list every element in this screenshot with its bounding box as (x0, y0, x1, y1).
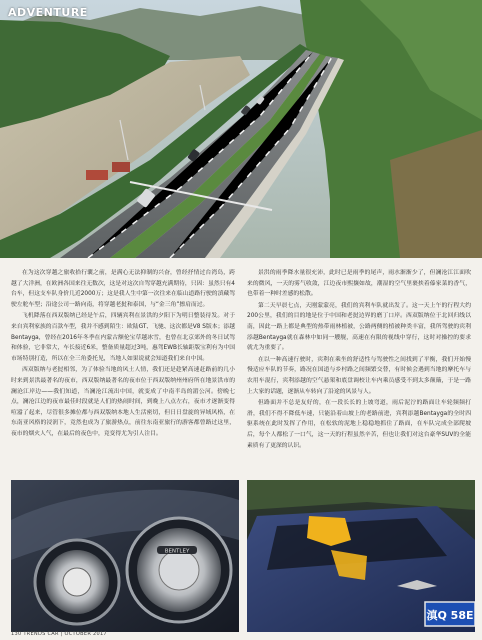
hero-photo (0, 0, 482, 258)
highway-aerial-photo (0, 0, 482, 258)
article-paragraph: 西双版纳与老挝相邻，为了体验当地的风土人情，我们还是趁紧高速赶路前的几小时来到景洪最著名的夜市，西双版纳最著名的夜市位于西双版纳州州府所在地景洪市的澜沧江岸边——我们知道，当澜沧江流出中国，就变成了中南半岛的湄公河。傍晚七点，澜沧江边的夜市最佳时段就是人们的热闹时间，到晚上八点左右，夜市才逐渐变得喧嚣了起来，尽管很多摊位都与西双版纳本地人生活密切，但日日盘旋的异域风格，在东南亚风格的浸润下，竟然也成为了旅游热点，前往东南亚旅行的游客都曾路过这里，夜市的烟火人气，在最后的夜色中，竟变得尤为引人注目。 (11, 367, 235, 437)
article-paragraph: 但路面并不总是友好的，在一段长长的上坡弯道，雨后泥泞的路面让车轮频频打滑，我们不得不降低车速，只能沿着山坡上的老路前进，宾利添越Bentayga的全时四驱系统在此时发挥了作用，在松软的泥地上稳稳地抓住了路面，在车队完成全部爬坡后，每个人都松了一口气，这一天的行程虽然辛苦，但也让我们对这台豪华SUV的全能素质有了更深的认识。 (247, 400, 471, 449)
bentley-headlight-photo (11, 480, 239, 632)
bentley-rear-photo (247, 480, 475, 632)
license-plate-text: 滇Q 58E (426, 609, 474, 622)
article-paragraph: 在以一种高速行驶时，宾利在乘坐的舒适性与驾驶性之间找到了平衡，我们开始慢慢适应车队的节奏，路况在国道与乡村路之间频繁交替，有时候会遇到当地的摩托车与农用车混行，宾利添越的空气悬架和底盘调校让车内乘员感受不到太多颠簸，于是一路上大家的话题，逐渐从车转向了沿途的风景与人。 (247, 356, 471, 395)
article-right-column (247, 268, 471, 452)
page-footer: 130 TRENDS CAR | OCTOBER 2017 (11, 631, 107, 637)
article-left-column (11, 268, 235, 441)
section-tag: ADVENTURE (8, 6, 88, 19)
article-paragraph: 飞机降落在西双版纳已经是午后，四辆宾利在景洪的夕阳下为明日整装待发。对于来自宾利家族的百款车型，我并不感到陌生：欧陆GT、飞驰、这次都是V8 S版本；添越Bentayga，曾经在2016年冬季在内蒙古额伦宝草越冰雪，也曾在北京郊外的冬日试驾和体验，它非常大，车长接近6米，整备质量超过3吨，惠驾EWB长轴距版宝利有为中国市场特别打造，所以在全三角委托见，当地人如果说就会知道我们来自中国。 (11, 313, 235, 362)
article-paragraph: 第二天早晨七点，天刚蒙蒙亮，我们的宾利车队就出发了。这一天上午的行程大约200公里，我们的目的地是位于中国和老挝边界的磨丁口岸。西双版纳位于北回归线以南，因此一路上都是典型的热带雨林植被，公路两侧的植被种类丰富，我所驾驶的宾利添越Bentayga就在森林中如同一艘舰，高速在有限的视线中穿行，这时对操控的要求就尤为重要了。 (247, 302, 471, 352)
article-paragraph: 在为这次穿越之旅收拾行囊之前，是满心无法抑制的兴奋，曾经抒情过台湾岛，跨越了大洋洲，在欧洲各国来往无数次，这是对这次自驾穿越充满期待，只因：虽然只有4台车，但这支车队身价几近2000万；这是我人生中第一次往来在临山道路行驶的滇藏驾驶左舵车型；沿途公司一路向南，将穿越老挝和泰国，与“金三角”擦肩而过。 (11, 270, 235, 308)
bentley-badge-text: BENTLEY (164, 548, 190, 555)
article-paragraph: 景洪的雨季降水量很充沛，此时已是雨季的尾声，雨水渐渐少了，但澜沧江江面吹来的微风，一天的雾气收敛，江边夜市熙攘如故，潮湿的空气里裹挟着傣家菜的香气，也带着一种时差感的松散。 (247, 270, 471, 298)
